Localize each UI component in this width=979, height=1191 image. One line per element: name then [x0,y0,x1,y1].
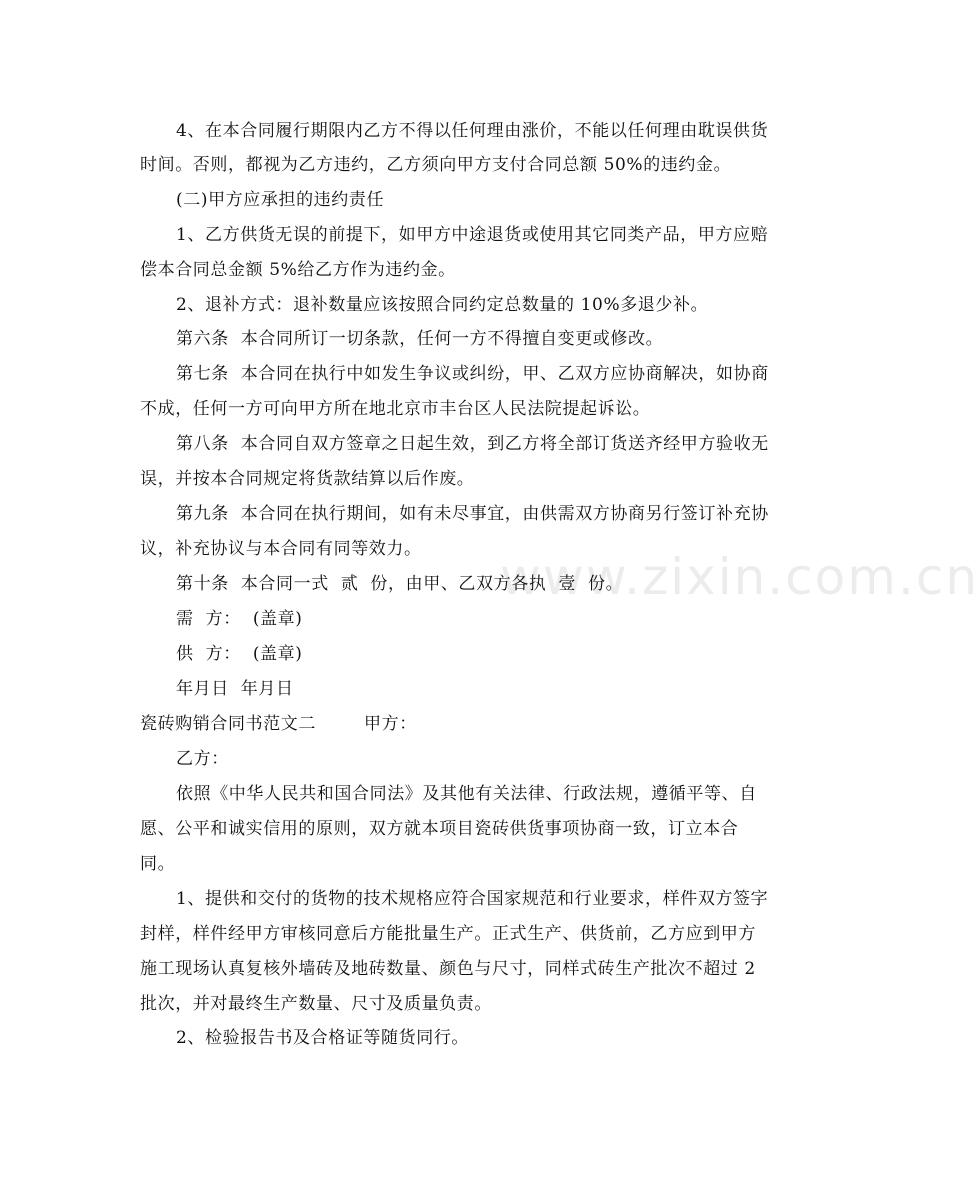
text-line: 愿、公平和诚实信用的原则，双方就本项目瓷砖供货事项协商一致，订立本合 [140,819,739,839]
text-line: 2、检验报告书及合格证等随货同行。 [176,1028,470,1048]
article-6: 第六条 本合同所订一切条款，任何一方不得擅自变更或修改。 [176,329,664,349]
text-line: 批次，并对最终生产数量、尺寸及质量负责。 [140,994,492,1014]
text-line: 时间。否则，都视为乙方违约，乙方须向甲方支付合同总额 50%的违约金。 [140,155,732,175]
article-10: 第十条 本合同一式 贰 份，由甲、乙双方各执 壹 份。 [176,574,624,594]
text-line: 偿本合同总金额 5%给乙方作为违约金。 [140,260,456,280]
section-heading: (二)甲方应承担的违约责任 [176,190,385,210]
text-line: 2、退补方式：退补数量应该按照合同约定总数量的 10%多退少补。 [176,295,709,315]
text-line: 议，补充协议与本合同有同等效力。 [140,539,422,559]
text-line: 封样，样件经甲方审核同意后方能批量生产。正式生产、供货前，乙方应到甲方 [140,924,756,944]
text-line: 1、乙方供货无误的前提下，如甲方中途退货或使用其它同类产品，甲方应赔 [176,225,769,245]
second-contract-title: 瓷砖购销合同书范文二 甲方： [140,714,417,734]
text-line: 依照《中华人民共和国合同法》及其他有关法律、行政法规，遵循平等、自 [176,784,757,804]
article-9: 第九条 本合同在执行期间，如有未尽事宜，由供需双方协商另行签订补充协 [176,504,769,524]
watermark: www.zixin.com.cn [500,548,979,606]
party-b-line: 乙方： [176,749,229,769]
text-line: 施工现场认真复核外墙砖及地砖数量、颜色与尺寸，同样式砖生产批次不超过 2 [140,959,756,979]
buyer-signature: 需 方： (盖章) [176,609,303,629]
date-line: 年月日 年月日 [176,679,294,699]
text-line: 4、在本合同履行期限内乙方不得以任何理由涨价，不能以任何理由耽误供货 [176,121,769,141]
text-line: 1、提供和交付的货物的技术规格应符合国家规范和行业要求，样件双方签字 [176,889,769,909]
text-line: 误，并按本合同规定将货款结算以后作废。 [140,469,475,489]
text-line: 同。 [140,854,176,874]
article-8: 第八条 本合同自双方签章之日起生效，到乙方将全部订货送齐经甲方验收无 [176,434,769,454]
article-7: 第七条 本合同在执行中如发生争议或纠纷，甲、乙双方应协商解决，如协商 [176,364,769,384]
text-line: 不成，任何一方可向甲方所在地北京市丰台区人民法院提起诉讼。 [140,399,651,419]
supplier-signature: 供 方： (盖章) [176,644,303,664]
